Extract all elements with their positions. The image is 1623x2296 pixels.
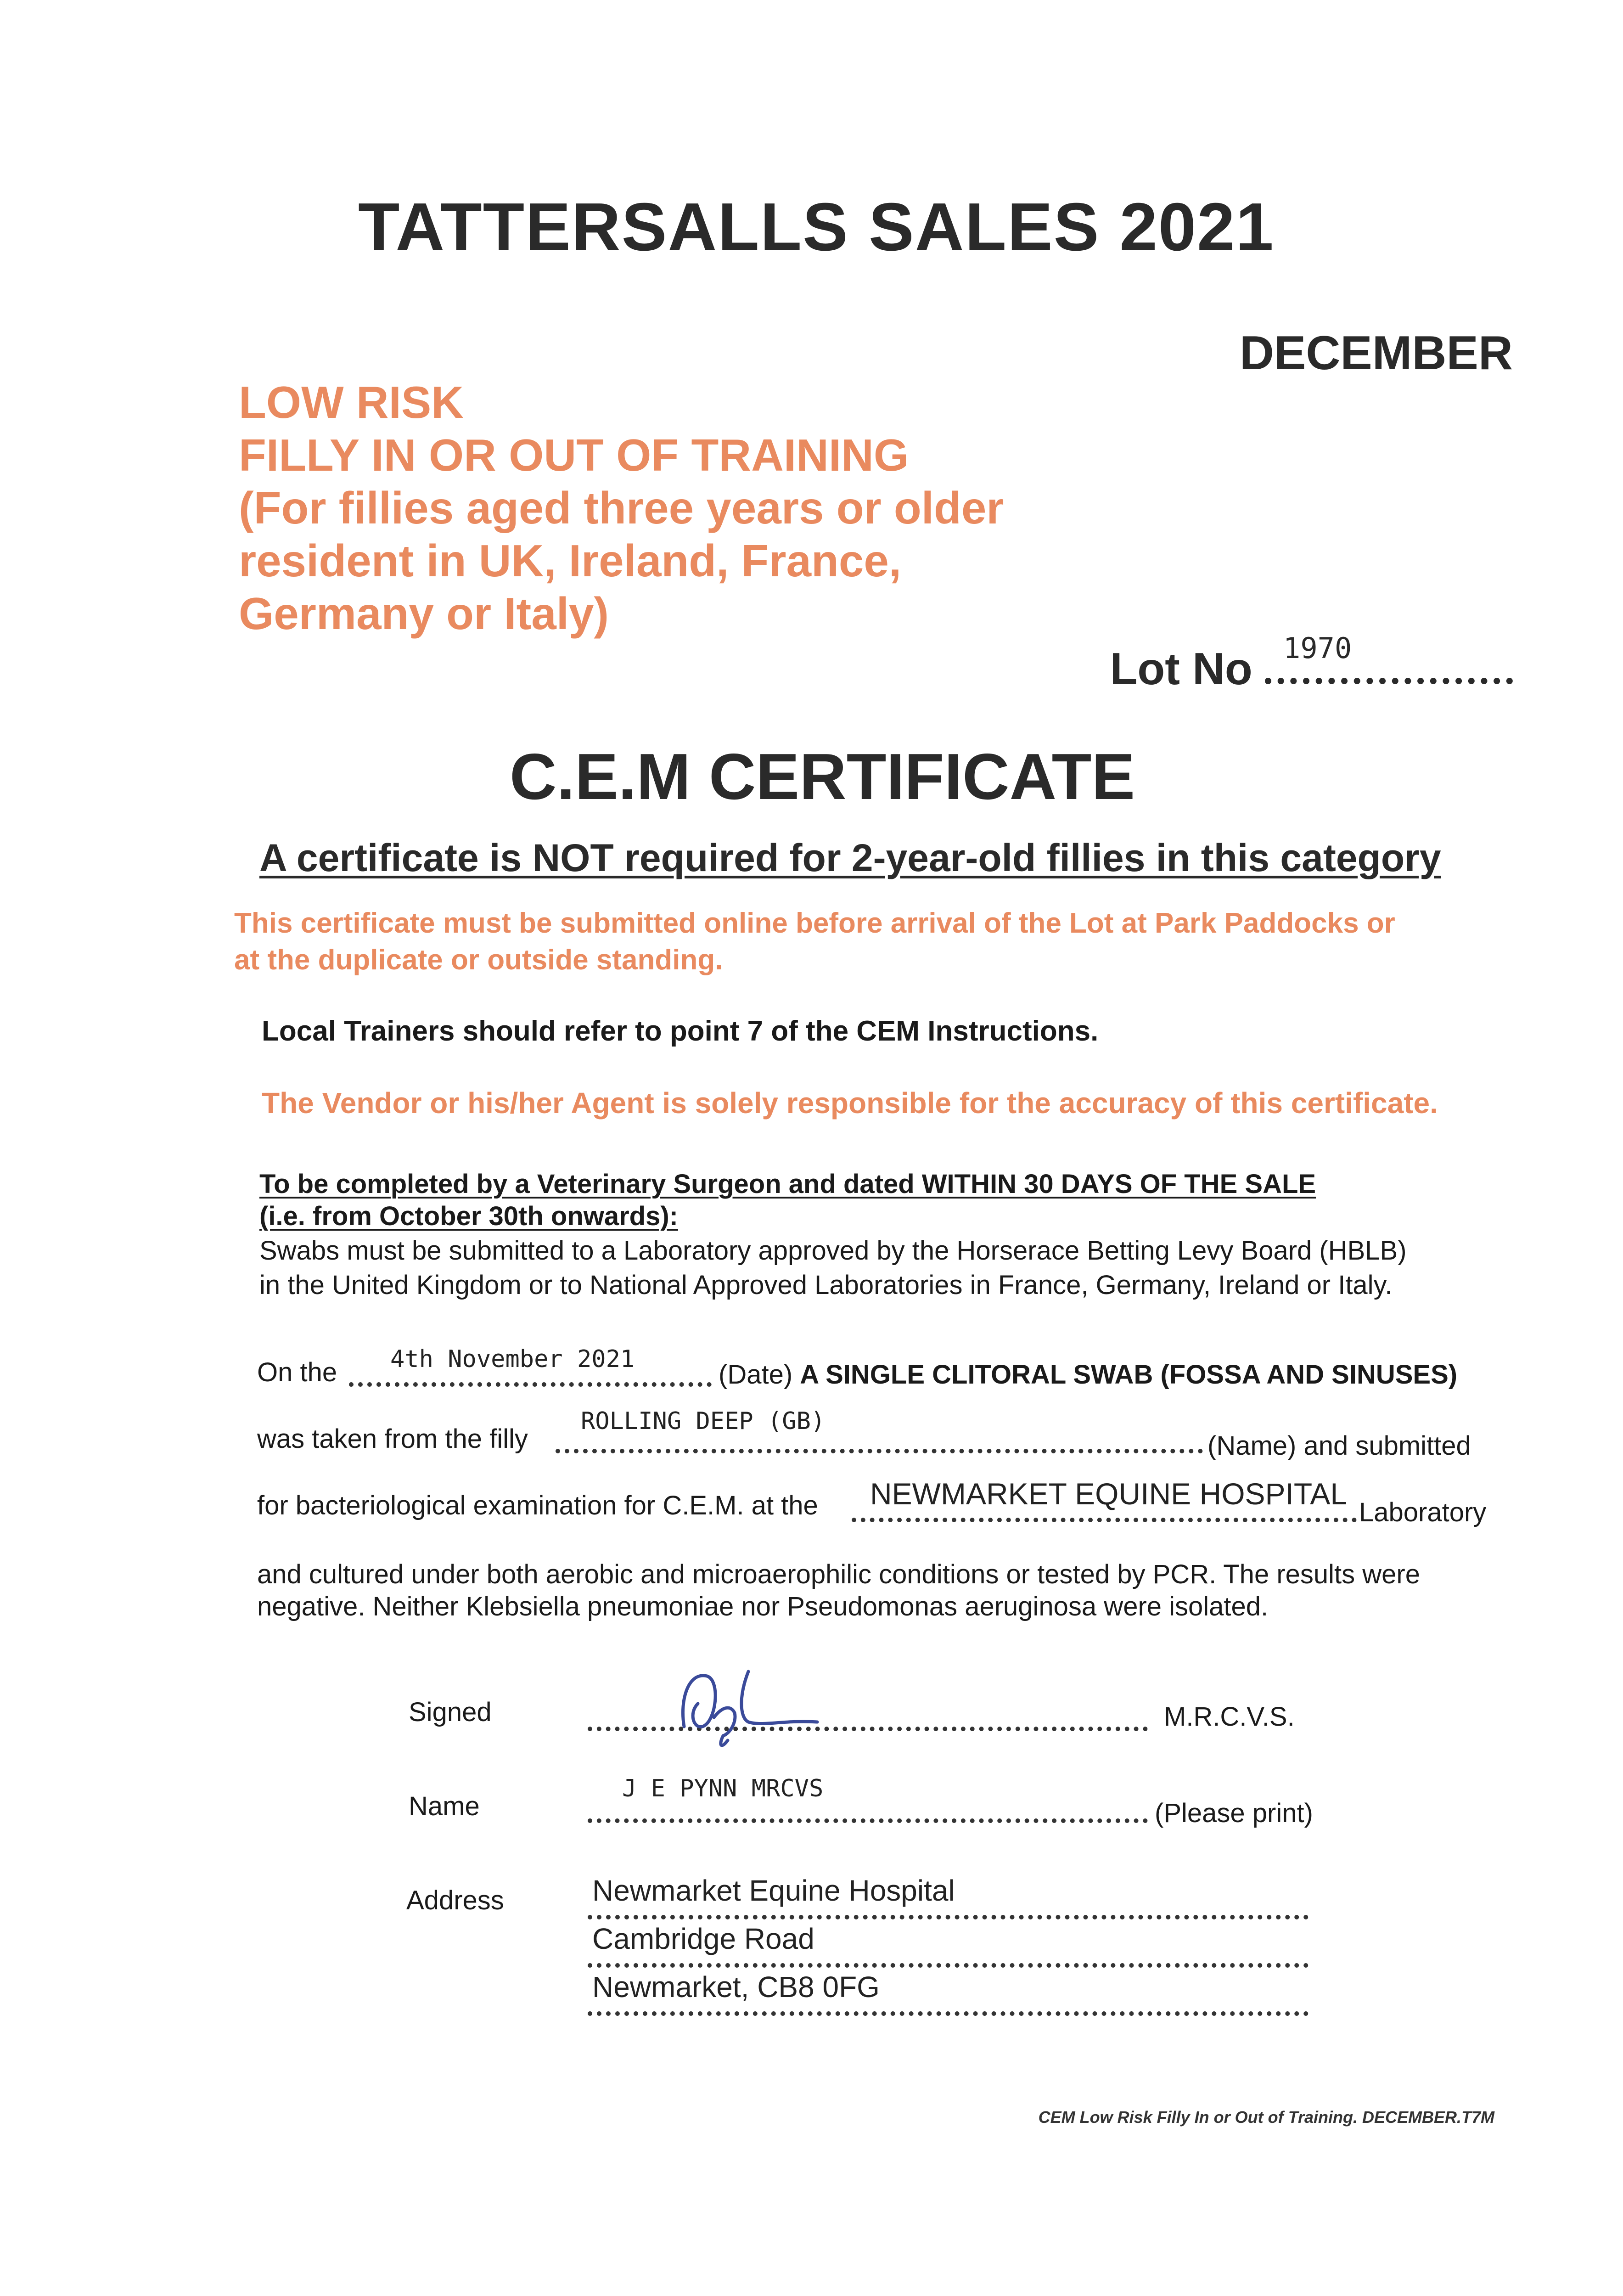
lab-requirement-line-1: Swabs must be submitted to a Laboratory approved by the Horserace Betting Levy Board (HBLB): [259, 1236, 1407, 1266]
results-line-1: and cultured under both aerobic and microaerophilic conditions or tested by PCR. The results were: [257, 1559, 1420, 1589]
date-value: 4th November 2021: [390, 1345, 635, 1373]
address-line-2-rule: [588, 1963, 1309, 1968]
category-line-2: FILLY IN OR OUT OF TRAINING: [239, 430, 909, 480]
filly-field-line: [556, 1449, 1203, 1453]
laboratory-suffix: Laboratory: [1359, 1497, 1487, 1527]
address-line-3: Newmarket, CB8 0FG: [592, 1970, 880, 2003]
mrcvs-suffix: M.R.C.V.S.: [1164, 1702, 1295, 1732]
date-field-line: [349, 1382, 712, 1387]
signed-label: Signed: [409, 1697, 492, 1727]
name-submitted-suffix: (Name) and submitted: [1207, 1431, 1471, 1461]
lot-value: 1970: [1283, 631, 1352, 665]
not-required-notice: A certificate is NOT required for 2-year-old fillies in this category: [259, 836, 1441, 879]
category-line-4: resident in UK, Ireland, France,: [239, 535, 902, 586]
on-the-label: On the: [257, 1357, 337, 1387]
lab-name-value: NEWMARKET EQUINE HOSPITAL: [870, 1477, 1348, 1511]
date-suffix: [719, 1359, 1457, 1390]
name-field-line: [588, 1818, 1148, 1823]
handwritten-signature: [670, 1653, 854, 1754]
results-line-2: negative. Neither Klebsiella pneumoniae nor Pseudomonas aeruginosa were isolated.: [257, 1592, 1269, 1621]
category-line-1: LOW RISK: [239, 377, 464, 428]
certificate-title: C.E.M CERTIFICATE: [510, 740, 1135, 813]
local-trainers-note: Local Trainers should refer to point 7 of the CEM Instructions.: [262, 1015, 1099, 1047]
examination-label: for bacteriological examination for C.E.M. at the: [257, 1491, 818, 1520]
submit-notice-line-2: at the duplicate or outside standing.: [234, 944, 723, 976]
address-line-1: Newmarket Equine Hospital: [592, 1874, 955, 1907]
document-title: TATTERSALLS SALES 2021: [358, 189, 1275, 265]
lot-number: [1110, 631, 1513, 695]
vet-name-value: J E PYNN MRCVS: [622, 1775, 824, 1802]
lab-field-line: [852, 1518, 1357, 1522]
address-line-3-rule: [588, 2011, 1309, 2016]
please-print-note: (Please print): [1155, 1798, 1313, 1828]
document-reference: CEM Low Risk Filly In or Out of Training. DECEMBER.T7M: [1038, 2108, 1494, 2127]
filly-name-value: ROLLING DEEP (GB): [581, 1407, 826, 1435]
submit-notice-line-1: This certificate must be submitted online before arrival of the Lot at Park Paddocks or: [234, 907, 1395, 939]
vendor-responsibility-note: The Vendor or his/her Agent is solely responsible for the accuracy of this certificate.: [262, 1086, 1438, 1120]
lab-requirement-line-2: in the United Kingdom or to National Approved Laboratories in France, Germany, Ireland or Italy.: [259, 1270, 1393, 1300]
address-label: Address: [406, 1885, 504, 1915]
lot-field: [1265, 631, 1513, 684]
name-label: Name: [409, 1791, 480, 1821]
category-line-3: (For fillies aged three years or older: [239, 483, 1004, 533]
lot-label: Lot No: [1110, 643, 1252, 694]
taken-from-label: was taken from the filly: [257, 1424, 528, 1454]
category-line-5: Germany or Italy): [239, 588, 609, 639]
date-suffix-label: (Date): [719, 1360, 800, 1390]
address-line-1-rule: [588, 1915, 1309, 1919]
address-line-2: Cambridge Road: [592, 1922, 814, 1955]
vet-instructions-heading: To be completed by a Veterinary Surgeon and dated WITHIN 30 DAYS OF THE SALE: [259, 1169, 1316, 1199]
vet-instructions-date-range: (i.e. from October 30th onwards):: [259, 1201, 678, 1231]
swab-type: A SINGLE CLITORAL SWAB (FOSSA AND SINUSES): [800, 1360, 1458, 1390]
sale-month: DECEMBER: [1239, 326, 1513, 380]
